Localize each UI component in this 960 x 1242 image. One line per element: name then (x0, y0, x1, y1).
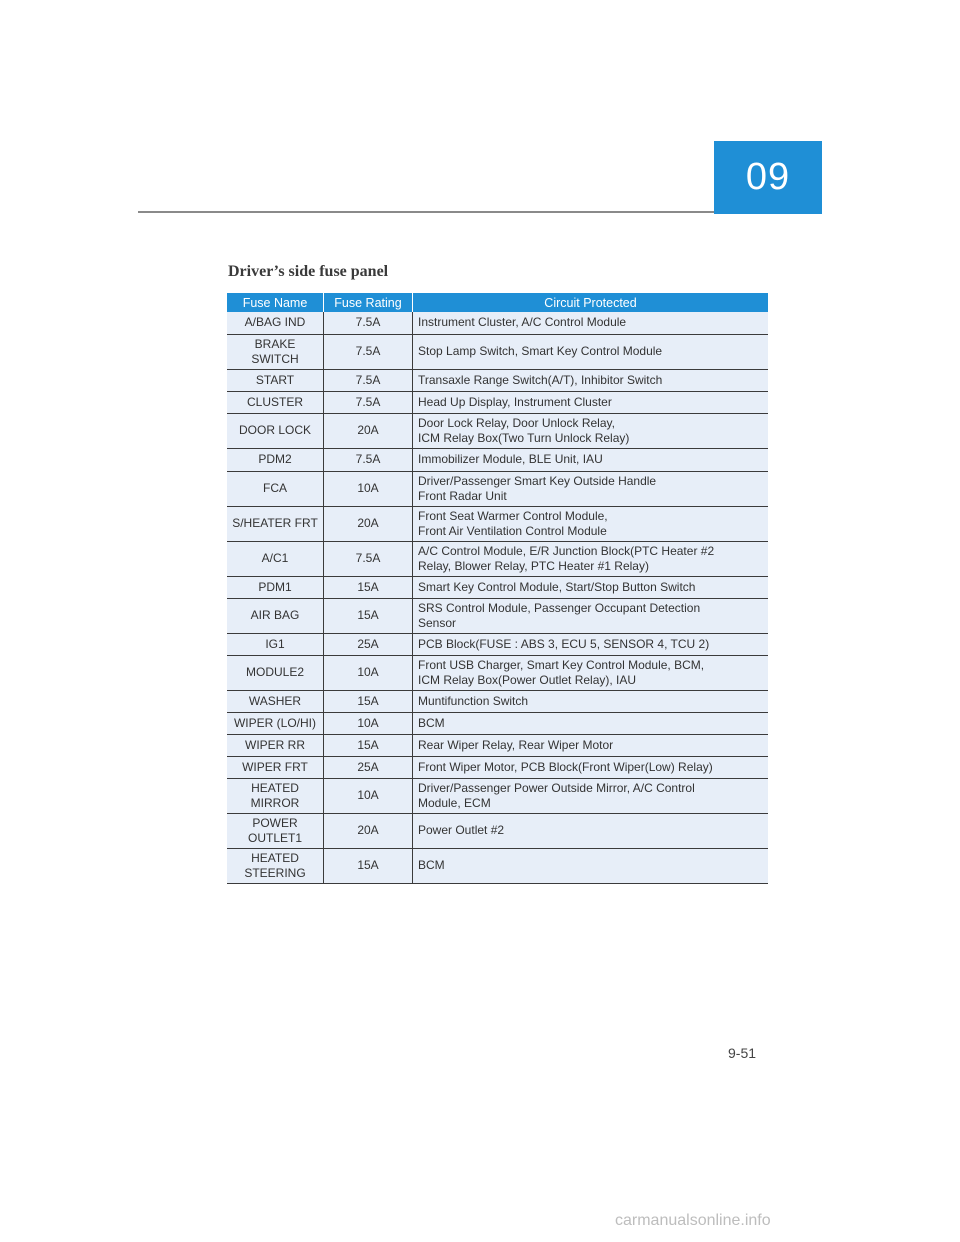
section-title: Driver’s side fuse panel (228, 263, 389, 280)
fuse-rating-cell: 25A (324, 756, 413, 778)
fuse-name-cell: HEATED STEERING (227, 848, 324, 883)
fuse-rating-cell: 10A (324, 778, 413, 813)
fuse-table-body (227, 312, 768, 883)
fuse-rating-cell: 7.5A (324, 334, 413, 369)
circuit-protected-cell: A/C Control Module, E/R Junction Block(PTC Heater #2 Relay, Blower Relay, PTC Heater #1 Relay) (413, 541, 769, 576)
fuse-name-cell: WIPER (LO/HI) (227, 712, 324, 734)
fuse-rating-cell: 15A (324, 734, 413, 756)
fuse-name-cell: DOOR LOCK (227, 413, 324, 448)
fuse-name-cell: WIPER RR (227, 734, 324, 756)
table-row (227, 471, 768, 506)
fuse-rating-cell: 10A (324, 471, 413, 506)
circuit-protected-cell: Driver/Passenger Smart Key Outside Handle Front Radar Unit (413, 471, 769, 506)
header-fuse-rating: Fuse Rating (324, 293, 413, 312)
fuse-name-cell: WASHER (227, 690, 324, 712)
table-row (227, 734, 768, 756)
fuse-rating-cell: 10A (324, 655, 413, 690)
table-row (227, 690, 768, 712)
fuse-name-cell: BRAKE SWITCH (227, 334, 324, 369)
fuse-name-cell: WIPER FRT (227, 756, 324, 778)
table-row (227, 541, 768, 576)
page-number: 9-51 (728, 1045, 757, 1061)
fuse-name-cell: HEATED MIRROR (227, 778, 324, 813)
table-row (227, 598, 768, 633)
table-row (227, 778, 768, 813)
fuse-rating-cell: 7.5A (324, 448, 413, 471)
table-row (227, 813, 768, 848)
table-header-row (227, 293, 768, 312)
table-row (227, 576, 768, 598)
fuse-name-cell: CLUSTER (227, 391, 324, 413)
fuse-rating-cell: 25A (324, 633, 413, 655)
fuse-rating-cell: 15A (324, 848, 413, 883)
table-row (227, 633, 768, 655)
table-row (227, 334, 768, 369)
circuit-protected-cell: Front USB Charger, Smart Key Control Module, BCM, ICM Relay Box(Power Outlet Relay), IAU (413, 655, 769, 690)
fuse-rating-cell: 20A (324, 413, 413, 448)
table-row (227, 369, 768, 391)
fuse-rating-cell: 10A (324, 712, 413, 734)
fuse-name-cell: AIR BAG (227, 598, 324, 633)
circuit-protected-cell: Immobilizer Module, BLE Unit, IAU (413, 448, 769, 471)
circuit-protected-cell: BCM (413, 712, 769, 734)
fuse-rating-cell: 7.5A (324, 369, 413, 391)
circuit-protected-cell: SRS Control Module, Passenger Occupant Detection Sensor (413, 598, 769, 633)
table-row (227, 756, 768, 778)
fuse-name-cell: FCA (227, 471, 324, 506)
circuit-protected-cell: Stop Lamp Switch, Smart Key Control Module (413, 334, 769, 369)
chapter-tab (714, 141, 822, 214)
header-rule (138, 211, 714, 213)
fuse-name-cell: A/BAG IND (227, 312, 324, 334)
fuse-rating-cell: 7.5A (324, 391, 413, 413)
fuse-name-cell: MODULE2 (227, 655, 324, 690)
circuit-protected-cell: Smart Key Control Module, Start/Stop Button Switch (413, 576, 769, 598)
fuse-rating-cell: 15A (324, 690, 413, 712)
circuit-protected-cell: Driver/Passenger Power Outside Mirror, A/C Control Module, ECM (413, 778, 769, 813)
circuit-protected-cell: Front Wiper Motor, PCB Block(Front Wiper(Low) Relay) (413, 756, 769, 778)
circuit-protected-cell: Muntifunction Switch (413, 690, 769, 712)
circuit-protected-cell: Instrument Cluster, A/C Control Module (413, 312, 769, 334)
table-row (227, 506, 768, 541)
table-row (227, 848, 768, 883)
circuit-protected-cell: Door Lock Relay, Door Unlock Relay, ICM Relay Box(Two Turn Unlock Relay) (413, 413, 769, 448)
watermark: carmanualsonline.info (615, 1212, 771, 1229)
table-row (227, 413, 768, 448)
fuse-name-cell: S/HEATER FRT (227, 506, 324, 541)
chapter-number: 09 (745, 156, 791, 198)
fuse-name-cell: POWER OUTLET1 (227, 813, 324, 848)
fuse-rating-cell: 7.5A (324, 541, 413, 576)
circuit-protected-cell: Transaxle Range Switch(A/T), Inhibitor Switch (413, 369, 769, 391)
circuit-protected-cell: Power Outlet #2 (413, 813, 769, 848)
circuit-protected-cell: Rear Wiper Relay, Rear Wiper Motor (413, 734, 769, 756)
fuse-rating-cell: 15A (324, 598, 413, 633)
table-row (227, 712, 768, 734)
header-circuit-protected: Circuit Protected (413, 293, 769, 312)
fuse-name-cell: START (227, 369, 324, 391)
table-row (227, 391, 768, 413)
fuse-rating-cell: 7.5A (324, 312, 413, 334)
table-row (227, 448, 768, 471)
fuse-rating-cell: 20A (324, 813, 413, 848)
fuse-name-cell: PDM1 (227, 576, 324, 598)
circuit-protected-cell: Front Seat Warmer Control Module, Front Air Ventilation Control Module (413, 506, 769, 541)
table-row (227, 655, 768, 690)
circuit-protected-cell: PCB Block(FUSE : ABS 3, ECU 5, SENSOR 4, TCU 2) (413, 633, 769, 655)
fuse-table (227, 293, 768, 884)
fuse-rating-cell: 20A (324, 506, 413, 541)
circuit-protected-cell: Head Up Display, Instrument Cluster (413, 391, 769, 413)
fuse-name-cell: PDM2 (227, 448, 324, 471)
header-fuse-name: Fuse Name (227, 293, 324, 312)
fuse-rating-cell: 15A (324, 576, 413, 598)
circuit-protected-cell: BCM (413, 848, 769, 883)
fuse-name-cell: IG1 (227, 633, 324, 655)
table-row (227, 312, 768, 334)
fuse-name-cell: A/C1 (227, 541, 324, 576)
